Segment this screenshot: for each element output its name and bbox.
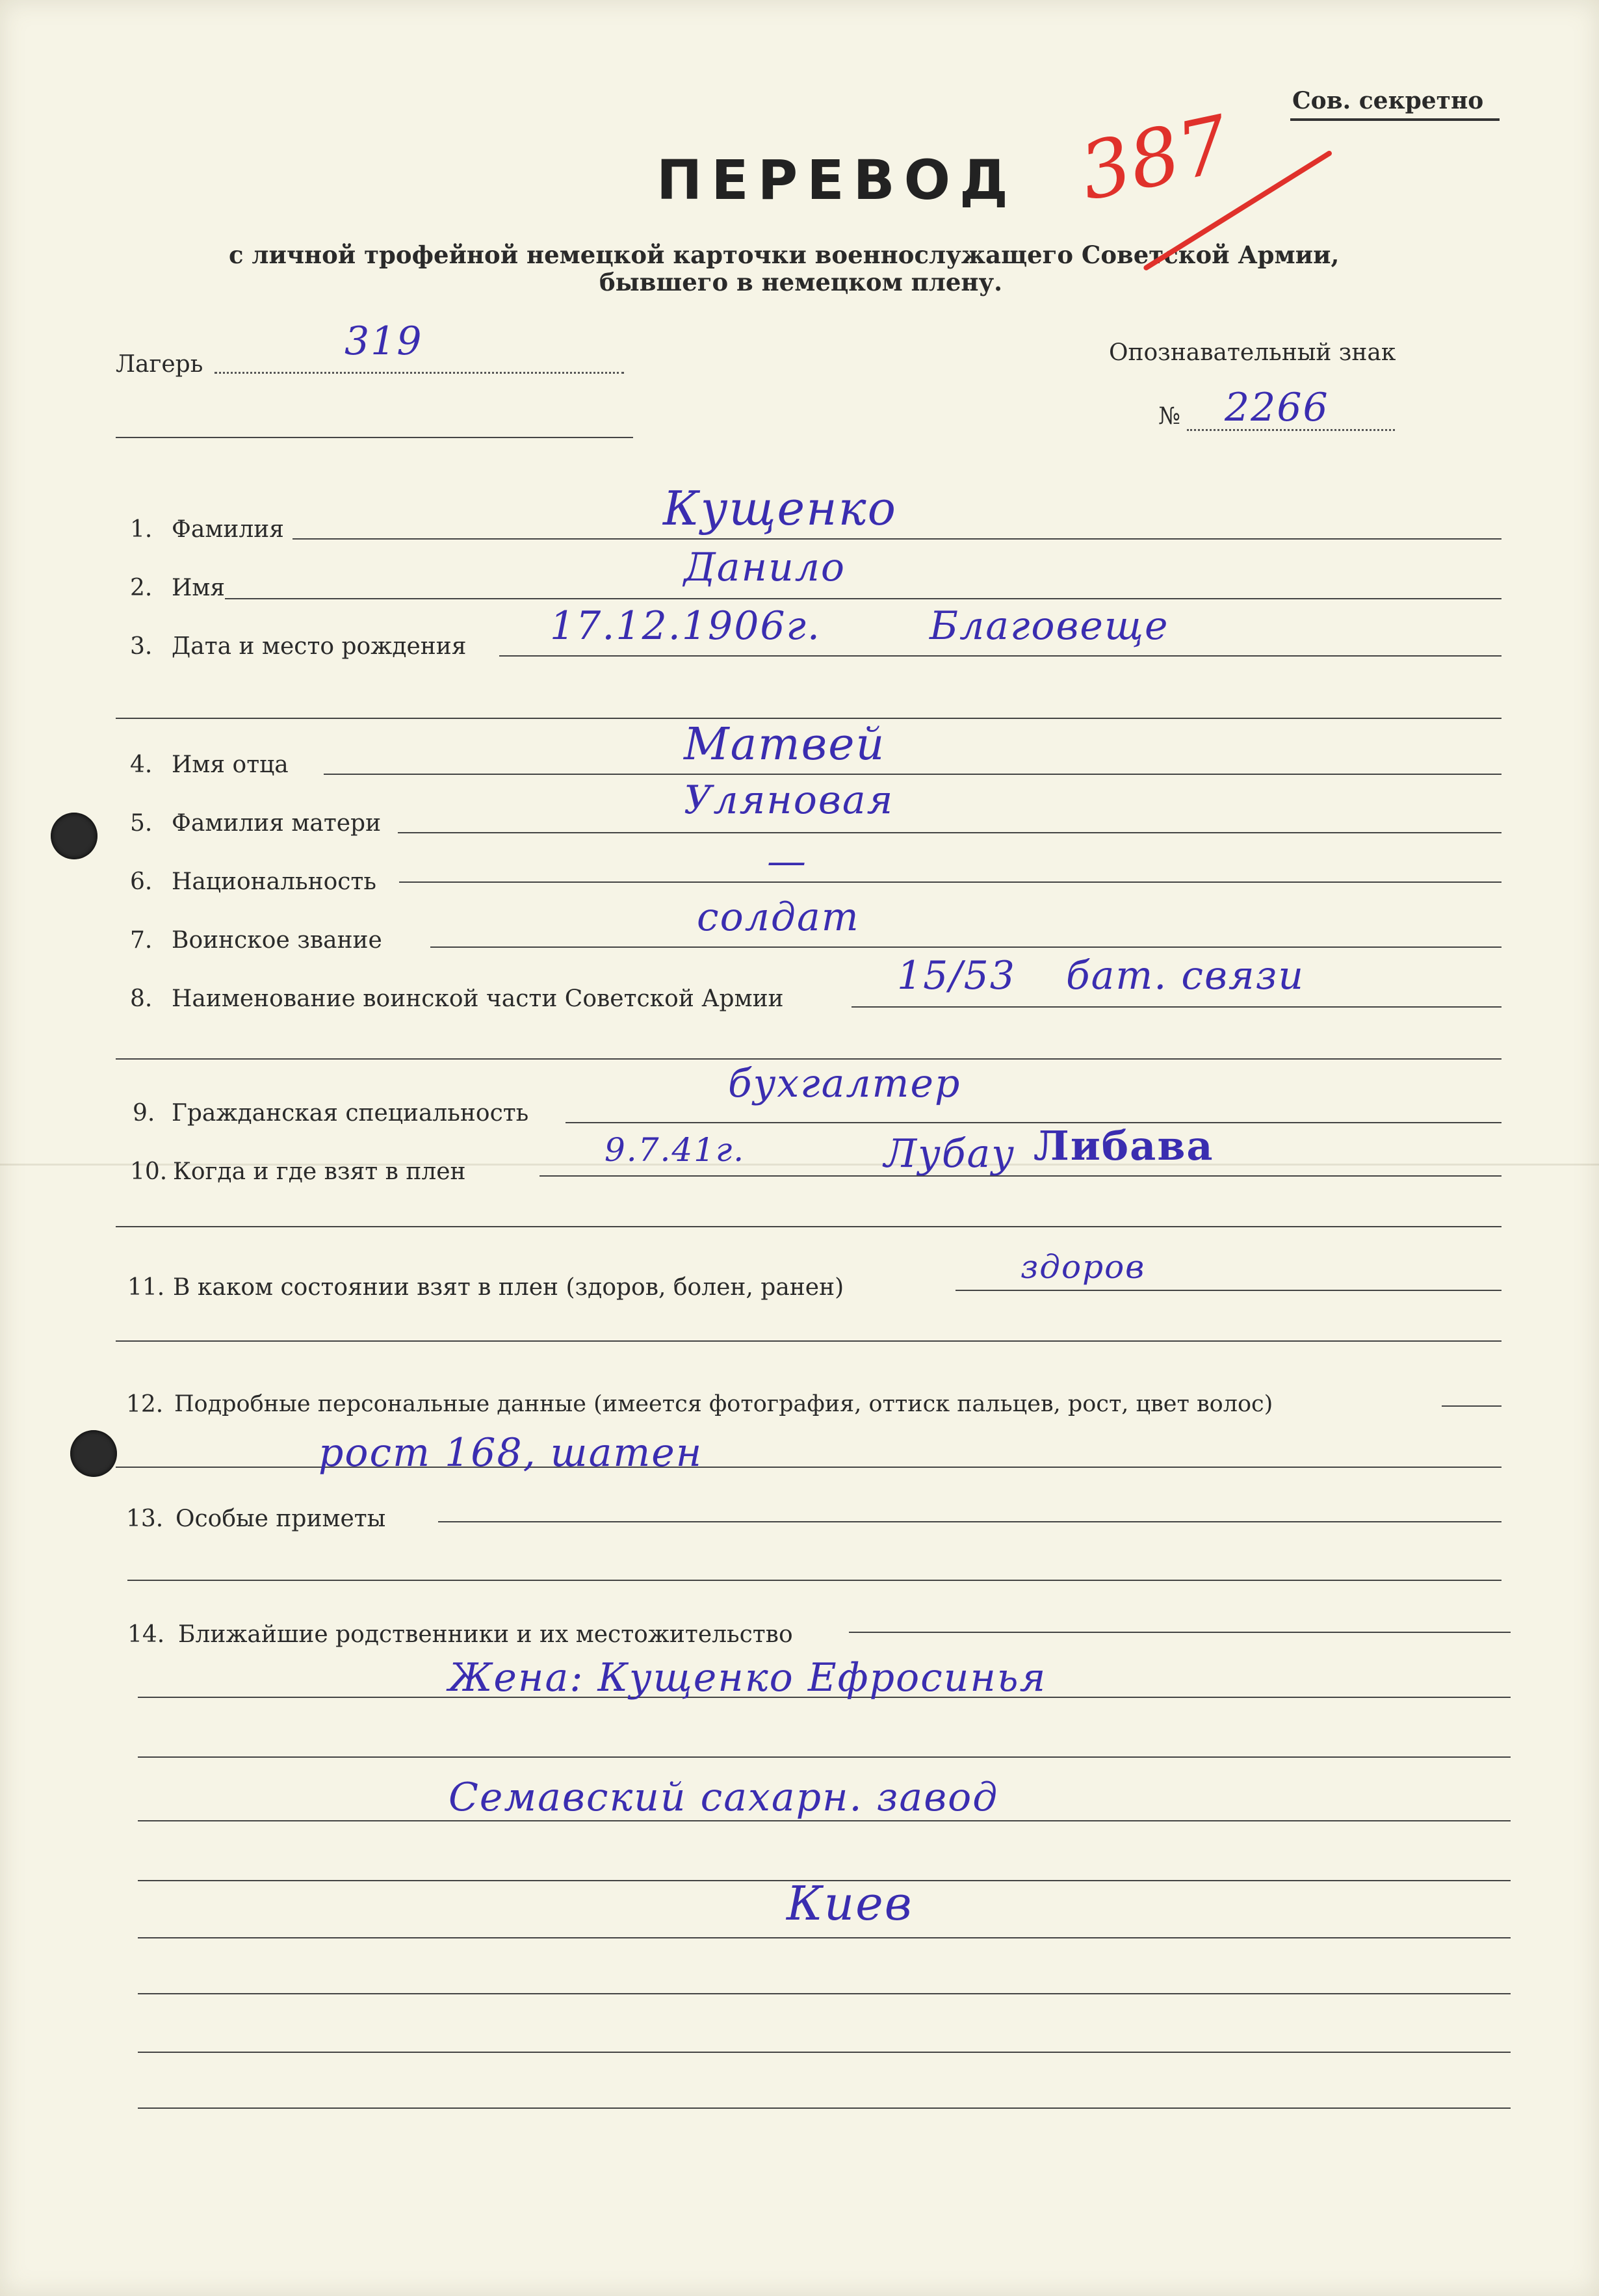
field-6-line — [399, 881, 1502, 883]
camp-extra-line — [116, 437, 633, 438]
classification-mark: Сов. секретно — [1292, 87, 1484, 114]
field-9-label: Гражданская специальность — [172, 1100, 529, 1127]
field-3-number: 3. — [130, 633, 153, 660]
field-11-label: В каком состоянии взят в плен (здоров, болен, ранен) — [173, 1274, 844, 1301]
camp-value: 319 — [344, 319, 423, 364]
relatives-line-6 — [138, 1993, 1511, 1994]
field-10-value-place-corrected: Либава — [1034, 1122, 1214, 1169]
field-9-value: бухгалтер — [728, 1061, 961, 1106]
field-5-label: Фамилия матери — [172, 810, 382, 837]
field-8-line — [852, 1006, 1502, 1008]
relatives-value-line-2: Семавский сахарн. завод — [448, 1775, 999, 1820]
field-3-label: Дата и место рождения — [172, 633, 467, 660]
field-1-line — [292, 538, 1502, 540]
field-10-number: 10. — [130, 1158, 168, 1185]
field-8-extra-line — [116, 1058, 1502, 1060]
field-12-line-end — [1442, 1405, 1502, 1407]
classification-underline — [1290, 118, 1500, 121]
field-9-number: 9. — [133, 1100, 155, 1127]
field-2-line — [225, 598, 1502, 599]
id-tag-label: Опознавательный знак — [1109, 339, 1396, 366]
field-10-value-date: 9.7.41г. — [604, 1131, 746, 1169]
field-3-value-place: Благовеще — [930, 603, 1169, 649]
field-7-line — [430, 946, 1502, 948]
field-1-number: 1. — [130, 516, 153, 543]
field-1-label: Фамилия — [172, 516, 284, 543]
field-2-value: Данило — [684, 545, 846, 590]
field-7-number: 7. — [130, 927, 153, 954]
field-3-value-date: 17.12.1906г. — [550, 603, 821, 649]
field-7-label: Воинское звание — [172, 927, 382, 954]
field-5-value: Уляновая — [684, 777, 894, 823]
subtitle-line-1: с личной трофейной немецкой карточки военнослужащего Советской Армии, — [229, 241, 1340, 269]
field-8-label: Наименование воинской части Советской Армии — [172, 985, 784, 1012]
relatives-line-3 — [138, 1820, 1511, 1821]
field-13-line — [438, 1521, 1502, 1522]
page-title: ПЕРЕВОД — [656, 148, 1017, 212]
field-12-value: рост 168, шатен — [318, 1430, 703, 1476]
relatives-line-2 — [138, 1756, 1511, 1758]
relatives-line-7 — [138, 2052, 1511, 2053]
field-4-value: Матвей — [684, 719, 886, 770]
punch-hole-upper — [51, 813, 98, 859]
field-10-line — [540, 1175, 1502, 1177]
field-11-value: здоров — [1020, 1248, 1146, 1286]
field-2-label: Имя — [172, 575, 226, 601]
punch-hole-lower — [70, 1430, 117, 1477]
field-5-number: 5. — [130, 810, 153, 837]
field-13-number: 13. — [126, 1506, 164, 1532]
field-10-value-place: Лубау — [884, 1131, 1016, 1177]
id-tag-number-sign: № — [1158, 403, 1181, 430]
field-11-number: 11. — [127, 1274, 165, 1301]
field-2-number: 2. — [130, 575, 153, 601]
relatives-line-8 — [138, 2107, 1511, 2109]
field-6-value: — — [767, 839, 807, 884]
field-4-number: 4. — [130, 751, 153, 778]
field-4-label: Имя отца — [172, 751, 289, 778]
relatives-value-line-3: Киев — [786, 1876, 913, 1931]
field-13-label: Особые приметы — [176, 1506, 386, 1532]
camp-label: Лагерь — [116, 351, 203, 378]
field-8-value-unit: 15/53 — [897, 953, 1016, 998]
subtitle-line-2: бывшего в немецком плену. — [599, 268, 1003, 296]
field-11-extra-line — [116, 1340, 1502, 1342]
field-12-label: Подробные персональные данные (имеется фотография, оттиск пальцев, рост, цвет волос) — [174, 1391, 1273, 1417]
field-10-extra-line — [116, 1226, 1502, 1227]
field-13-extra-line — [127, 1580, 1502, 1581]
field-1-value: Кущенко — [663, 481, 897, 536]
id-tag-value: 2266 — [1225, 385, 1329, 430]
field-3-line — [499, 655, 1502, 657]
field-10-label: Когда и где взят в плен — [173, 1158, 466, 1185]
field-5-line — [398, 832, 1502, 833]
field-14-number: 14. — [127, 1621, 165, 1648]
file-number-stamp: 387 — [1072, 99, 1237, 218]
field-6-number: 6. — [130, 868, 153, 895]
camp-dotted-line — [214, 372, 624, 374]
field-8-value-unit-type: бат. связи — [1066, 953, 1305, 998]
field-7-value: солдат — [697, 894, 860, 940]
field-6-label: Национальность — [172, 868, 376, 895]
field-4-line — [324, 774, 1502, 775]
field-12-number: 12. — [126, 1391, 164, 1418]
field-11-line — [956, 1290, 1502, 1291]
field-14-line — [849, 1632, 1511, 1633]
field-14-label: Ближайшие родственники и их местожительство — [178, 1621, 793, 1648]
relatives-line-5 — [138, 1937, 1511, 1938]
field-8-number: 8. — [130, 985, 153, 1012]
relatives-value-line-1: Жена: Кущенко Ефросинья — [448, 1655, 1047, 1701]
